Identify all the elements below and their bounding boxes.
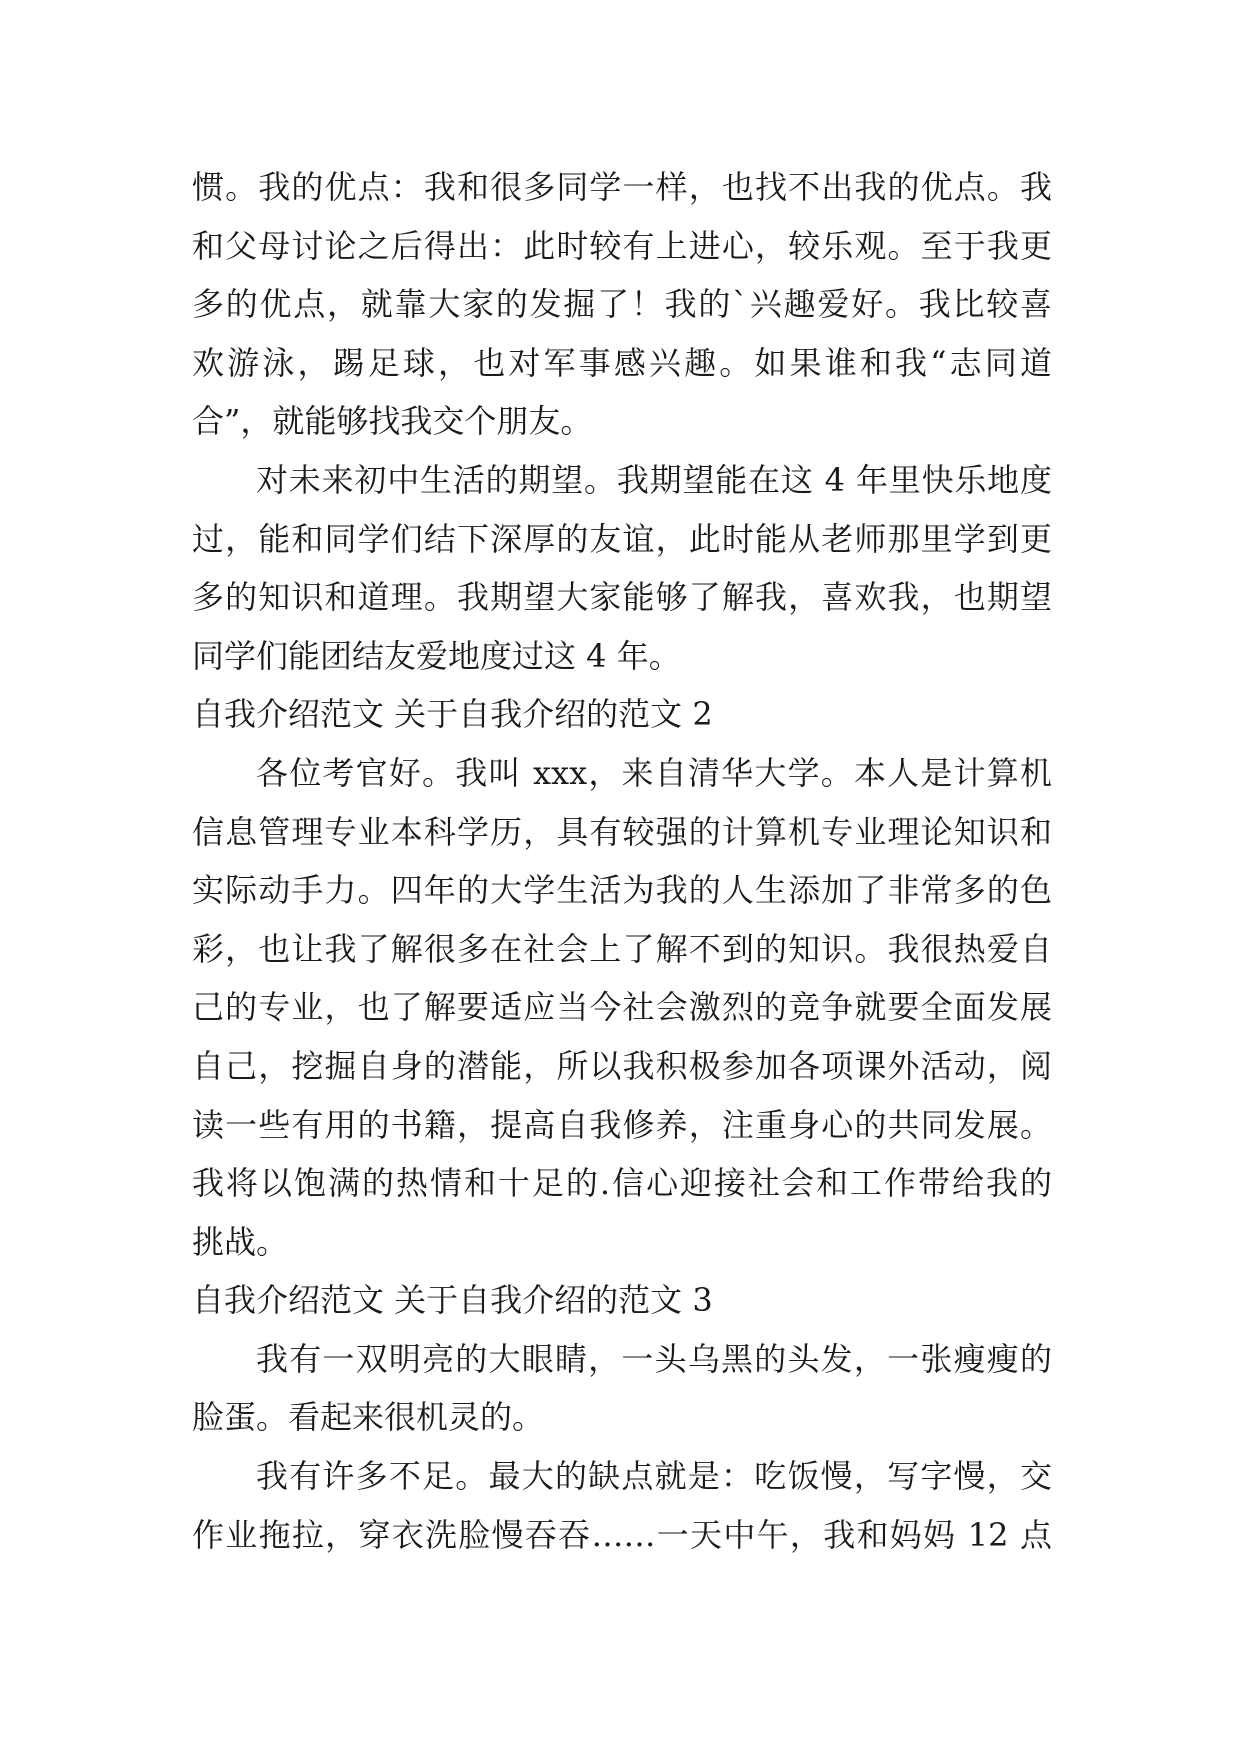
paragraph-line: 自己，挖掘自身的潜能，所以我积极参加各项课外活动，阅 <box>192 1046 1052 1085</box>
paragraph-line: 同学们能团结友爱地度过这 4 年。 <box>192 636 681 675</box>
paragraph-line: 过，能和同学们结下深厚的友谊，此时能从老师那里学到更 <box>192 519 1052 558</box>
paragraph-line: 脸蛋。看起来很机灵的。 <box>192 1398 545 1437</box>
paragraph-line: 对未来初中生活的期望。我期望能在这 4 年里快乐地度 <box>256 460 1052 499</box>
section-heading: 自我介绍范文 关于自我介绍的范文 2 <box>192 695 713 734</box>
paragraph-line: 多的优点，就靠大家的发掘了！我的`兴趣爱好。我比较喜 <box>192 285 1052 324</box>
paragraph-line: 欢游泳，踢足球，也对军事感兴趣。如果谁和我“志同道 <box>192 343 1052 382</box>
paragraph-line: 挑战。 <box>192 1222 289 1261</box>
paragraph-line: 惯。我的优点：我和很多同学一样，也找不出我的优点。我 <box>192 168 1052 206</box>
paragraph-line: 我有一双明亮的大眼睛，一头乌黑的头发，一张瘦瘦的 <box>256 1339 1052 1378</box>
paragraph-line: 实际动手力。四年的大学生活为我的人生添加了非常多的色 <box>192 871 1052 910</box>
paragraph-line: 读一些有用的书籍，提高自我修养，注重身心的共同发展。 <box>192 1105 1052 1144</box>
document-body <box>192 158 1052 1564</box>
paragraph-line: 彩，也让我了解很多在社会上了解不到的知识。我很热爱自 <box>192 929 1052 968</box>
section-heading: 自我介绍范文 关于自我介绍的范文 3 <box>192 1281 713 1320</box>
paragraph-line: 我有许多不足。最大的缺点就是：吃饭慢，写字慢，交 <box>256 1457 1052 1496</box>
paragraph-line: 信息管理专业本科学历，具有较强的计算机专业理论知识和 <box>192 812 1052 851</box>
paragraph-line: 作业拖拉，穿衣洗脸慢吞吞……一天中午，我和妈妈 12 点 <box>192 1515 1052 1554</box>
paragraph-line: 各位考官好。我叫 xxx，来自清华大学。本人是计算机 <box>256 753 1052 792</box>
paragraph-line: 我将以饱满的热情和十足的.信心迎接社会和工作带给我的 <box>192 1164 1052 1203</box>
paragraph-line: 多的知识和道理。我期望大家能够了解我，喜欢我，也期望 <box>192 578 1052 617</box>
paragraph-line: 己的专业，也了解要适应当今社会激烈的竞争就要全面发展 <box>192 988 1052 1027</box>
paragraph-line: 合”，就能够找我交个朋友。 <box>192 402 593 441</box>
paragraph-line: 和父母讨论之后得出：此时较有上进心，较乐观。至于我更 <box>192 226 1052 265</box>
